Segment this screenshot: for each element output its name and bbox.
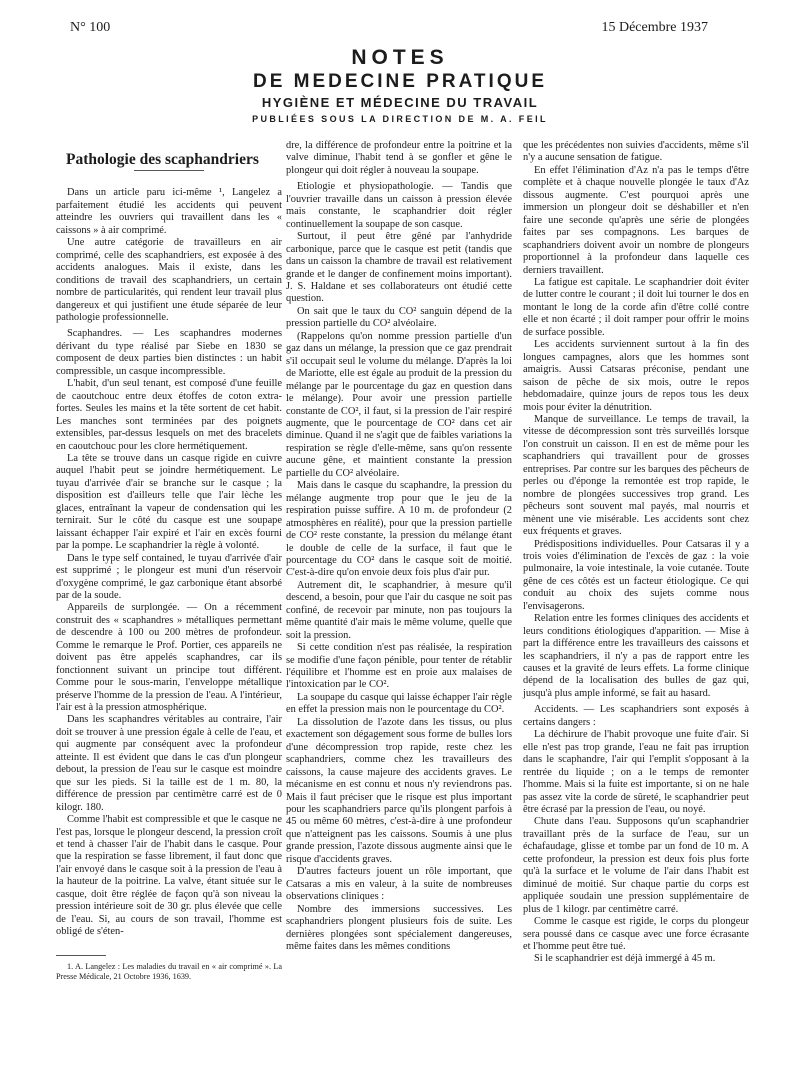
paragraph: Appareils de surplongée. — On a récemment construit des « scaphandres » métalliques permettant de descendre à 100 ou 200 mètres de profondeur. Comme le remarque le Prof. Portier, ces appareils ne doivent pas être appelés scaphandres, car ils fonctionnent suivant un principe tout différent. Comme pour le sous-marin, l'enveloppe métallique préserve l'homme de la pression de l'eau. A l'intérieur, l'air est à la pression atmosphérique.: [56, 602, 282, 714]
paragraph: Manque de surveillance. Le temps de travail, la vitesse de décompression sont très surveillés lorsque l'on construit un caisson. Il en est de même pour les scaphandriers qui travaillent pour de grosses entreprises. Par contre sur les barques des pêcheurs de perles ou d'éponge la remontée est trop rapide, le nombre de plongées successives trop grand. Les pêcheurs sont souvent mal payés, mal nourris et mènent une vie misérable. Les accidents sont chez eux fréquents et graves.: [523, 413, 749, 538]
column-3: [523, 140, 749, 966]
paragraph: La déchirure de l'habit provoque une fuite d'air. Si elle n'est pas trop grande, l'eau ne fait pas irruption dans le scaphandre, l'air qui l'emplit s'opposant à la rentrée du liquide ; on a le temps de remonter l'homme. Mais si la fuite est importante, si on ne hale pas assez vite la corde de sûreté, le scaphandrier peut être écrasé par la pression de l'eau, ou noyé.: [523, 729, 749, 816]
title-rule: [134, 170, 204, 171]
paragraph: Autrement dit, le scaphandrier, à mesure qu'il descend, a besoin, pour que l'air du casque ne soit pas confiné, de recevoir par minute, non pas toujours la même quantité d'air mais le même volume, quelle que soit la pression.: [286, 579, 512, 641]
paragraph: Si cette condition n'est pas réalisée, la respiration se modifie d'une façon pénible, pour tenter de rétablir l'équilibre et l'homme est en proie aux malaises de l'intoxication par le CO².: [286, 642, 512, 691]
paragraph: dre, la différence de profondeur entre la poitrine et la valve diminue, l'habit tend à se gonfler et gêne le plongeur qui doit régler à nouveau la soupape.: [286, 140, 512, 176]
paragraph: Comme le casque est rigide, le corps du plongeur sera poussé dans ce casque avec une force écrasante et l'homme peut être tué.: [523, 916, 749, 952]
paragraph: Accidents. — Les scaphandriers sont exposés à certains dangers :: [523, 704, 749, 728]
paragraph: D'autres facteurs jouent un rôle important, que Catsaras a mis en valeur, à la suite de nombreuses observations cliniques :: [286, 866, 512, 903]
journal-direction: PUBLIÉES SOUS LA DIRECTION DE M. A. FEIL: [252, 114, 548, 124]
column-2: [286, 140, 512, 953]
paragraph: Mais dans le casque du scaphandre, la pression du mélange augmente trop pour que le jeu de la respiration puisse suffire. A 10 m. de profondeur (2 atmosphères en réalité), pour que la pression partielle de CO² reste constante, la pression du mélange étant le double de celle de la surface, il faut que le pourcentage du CO² dans le casque soit de moitié. C'est-à-dire qu'on envoie deux fois plus d'air pur.: [286, 480, 512, 579]
paragraph: Dans le type self contained, le tuyau d'arrivée d'air est supprimé ; le plongeur est muni d'un réservoir d'oxygène comprimé, le gaz carbonique étant absorbé par de la soude.: [56, 552, 282, 601]
issue-number: N° 100: [70, 20, 111, 35]
paragraph: Une autre catégorie de travailleurs en air comprimé, celle des scaphandriers, est exposée à des accidents analogues. Mais il existe, dans les conditions de travail des scaphandriers, un certain nombre de particularités, qui rendent leur travail plus dangereux et qui justifient une étude séparée de leur pathologie professionnelle.: [56, 237, 282, 323]
paragraph: Nombre des immersions successives. Les scaphandriers plongent plusieurs fois de suite. Les dernières plongées sont spécialement dangereuses, même faites dans les mêmes conditions: [286, 903, 512, 952]
paragraph: Comme l'habit est compressible et que le casque ne l'est pas, lorsque le plongeur descend, la pression croît et tend à chasser l'air de l'habit dans le casque. Pour que la respiration se fasse librement, il faut donc que l'air envoyé dans le casque soit à la pression de l'eau à la hauteur de la poitrine. La valve, étant située sur le casque, doit être réglée de façon qu'à son niveau la pression intérieure soit de 30 gr. plus élevée que celle de l'eau. Si, au cours de son travail, l'homme est obligé de s'éten-: [56, 814, 282, 938]
footnote: 1. A. Langelez : Les maladies du travail en « air comprimé ». La Presse Médicale, 21 Octobre 1936, 1639.: [56, 961, 282, 981]
paragraph: Si le scaphandrier est déjà immergé à 45 m.: [534, 953, 716, 965]
paragraph: Les accidents surviennent surtout à la fin des longues campagnes, alors que les hommes sont amaigris. Aussi Catsaras préconise, pendant une saison de pêche de six mois, outre le repos hebdomadaire, quinze jours de repos tous les deux mois pour éviter la dénutrition.: [523, 339, 749, 413]
paragraph: Etiologie et physiopathologie. — Tandis que l'ouvrier travaille dans un caisson à pression élevée mais constante, le scaphandrier doit régler continuellement la soupape de son casque.: [286, 181, 512, 230]
journal-title-line2: DE MEDECINE PRATIQUE: [252, 71, 547, 92]
journal-subtitle: HYGIÈNE ET MÉDECINE DU TRAVAIL: [261, 95, 539, 110]
masthead: [0, 46, 800, 126]
paragraph: Relation entre les formes cliniques des accidents et leurs conditions étiologiques d'apparition. — Mise à part la différence entre les travailleurs des caissons et les scaphandriers, il n'y a pas de rapport entre les causes et la gravité de leurs effets. La forme clinique dépend de la localisation des bulles de gaz qui, jusqu'à plus ample informé, se fait au hasard.: [523, 613, 749, 699]
article-title: Pathologie des scaphandriers: [66, 151, 259, 168]
paragraph: Chute dans l'eau. Supposons qu'un scaphandrier travaillant près de la surface de l'eau, sur un échafaudage, glisse et tombe par un fond de 10 m. A cette profondeur, la pression est deux fois plus forte qu'à la surface et le volume de l'air dans l'habit est diminué de moitié. Sur chaque partie du corps est appliquée soudain une pression supplémentaire de plus de 1 kilogr. par centimètre carré.: [523, 816, 749, 915]
paragraph: On sait que le taux du CO² sanguin dépend de la pression partielle du CO² alvéolaire.: [286, 305, 512, 330]
journal-title-line1: NOTES: [351, 46, 449, 69]
paragraph: que les précédentes non suivies d'accidents, même s'il n'y a aucune sensation de fatigue.: [523, 140, 749, 164]
paragraph: Dans les scaphandres véritables au contraire, l'air doit se trouver à une pression égale à celle de l'eau, et qui augmente par conséquent avec la profondeur atteinte. Il est évident que dans le cas d'un plongeur debout, la pression de l'eau sur le casque est moindre que sur les pieds. Si la taille est de 1 m. 80, la différence de pression par centimètre carré est de 0 kilogr. 180.: [56, 714, 282, 813]
paragraph: La soupape du casque qui laisse échapper l'air règle en effet la pression mais non le pourcentage du CO².: [286, 691, 512, 716]
footnote-rule: [56, 955, 106, 956]
paragraph: La tête se trouve dans un casque rigide en cuivre auquel l'habit peut se joindre hermétiquement. Le tuyau d'arrivée d'air se branche sur le casque ; la disposition est d'ailleurs telle que l'air lèche les glaces, entraînant la vapeur de condensation qui les ternirait. Sur le côté du casque est une soupape laissant échapper l'air expiré et l'air en excès fourni par la pompe. Le scaphandrier la règle à volonté.: [56, 452, 282, 552]
column-1: [56, 140, 282, 982]
paragraph: Surtout, il peut être gêné par l'anhydride carbonique, parce que le casque est petit (tandis que dans un caisson la chambre de travail est relativement grande et le danger de confinement moins important). J. S. Haldane et ses collaborateurs ont étudié cette question.: [286, 231, 512, 305]
paragraph: Prédispositions individuelles. Pour Catsaras il y a trois voies d'élimination de l'excès de gaz : la voie pulmonaire, la voie intestinale, la voie cutanée. Toute gêne de ces côtés est un facteur étiologique. Ce qui conduit au choix des sujets comme nous l'envisagerons.: [523, 538, 749, 612]
issue-date: 15 Décembre 1937: [601, 20, 708, 35]
paragraph: La dissolution de l'azote dans les tissus, ou plus exactement son dégagement sous forme de bulles lors d'une décompression trop rapide, reste chez les scaphandriers, comme chez les travailleurs des caissons, la cause majeure des accidents graves. Le mécanisme en est connu et nous n'y reviendrons pas. Mais il faut préciser que le risque est plus important pour les scaphandriers parce qu'ils plongent parfois à 45 ou même 60 mètres, c'est-à-dire à une profondeur que n'atteignent pas les caissons. Soumis à une plus grande pression, l'azote dissous augmente ainsi que le risque d'accidents graves.: [286, 716, 512, 865]
paragraph: (Rappelons qu'on nomme pression partielle d'un gaz dans un mélange, la pression que ce gaz prendrait s'il occupait seul le volume du mélange. D'après la loi de Mariotte, elle est égale au produit de la pression du mélange par le pourcentage du gaz en question dans le mélange). Pour avoir une pression partielle constante de CO², il faut, si la pression de l'air respiré augmente, que le pourcentage de CO² dans cet air diminue. Quand il ne s'agit que de faibles variations la respiration se règle d'elle-même, sans qu'on ressente aucune gêne, et maintient constante la pression partielle du CO² alvéolaire.: [286, 330, 512, 479]
paragraph: La fatigue est capitale. Le scaphandrier doit éviter de lutter contre le courant ; il doit lui tourner le dos en montant le long de la corde afin d'être collé contre elle et non écarté ; il doit ramper pour offrir le moins de surface possible.: [523, 276, 749, 338]
paragraph: En effet l'élimination d'Az n'a pas le temps d'être complète et à chaque nouvelle plongée le taux d'Az dissous augmente. C'est pourquoi après une immersion un plongeur doit se déshabiller et n'en faire une seconde qu'après une série de plongées faites par ses compagnons. Les barques de scaphandriers doivent avoir un nombre de plongeurs proportionnel à la profondeur dans laquelle ces derniers travaillent.: [523, 164, 749, 276]
paragraph: Scaphandres. — Les scaphandres modernes dérivant du type réalisé par Siebe en 1830 se composent de deux parties bien distinctes : un habit compressible, un casque incompressible.: [56, 328, 282, 377]
paragraph: Dans un article paru ici-même ¹, Langelez a parfaitement étudié les accidents qui peuvent atteindre les ouvriers qui travaillent dans les « caissons » à air comprimé.: [56, 187, 282, 236]
paragraph: L'habit, d'un seul tenant, est composé d'une feuille de caoutchouc entre deux étoffes de coton extra-fortes. Seules les mains et la tête sortent de cet habit. Les manches sont terminées par des poignets extensibles, par-dessus lesquels on met des bracelets en caoutchouc pour les clore hermétiquement.: [56, 378, 282, 452]
